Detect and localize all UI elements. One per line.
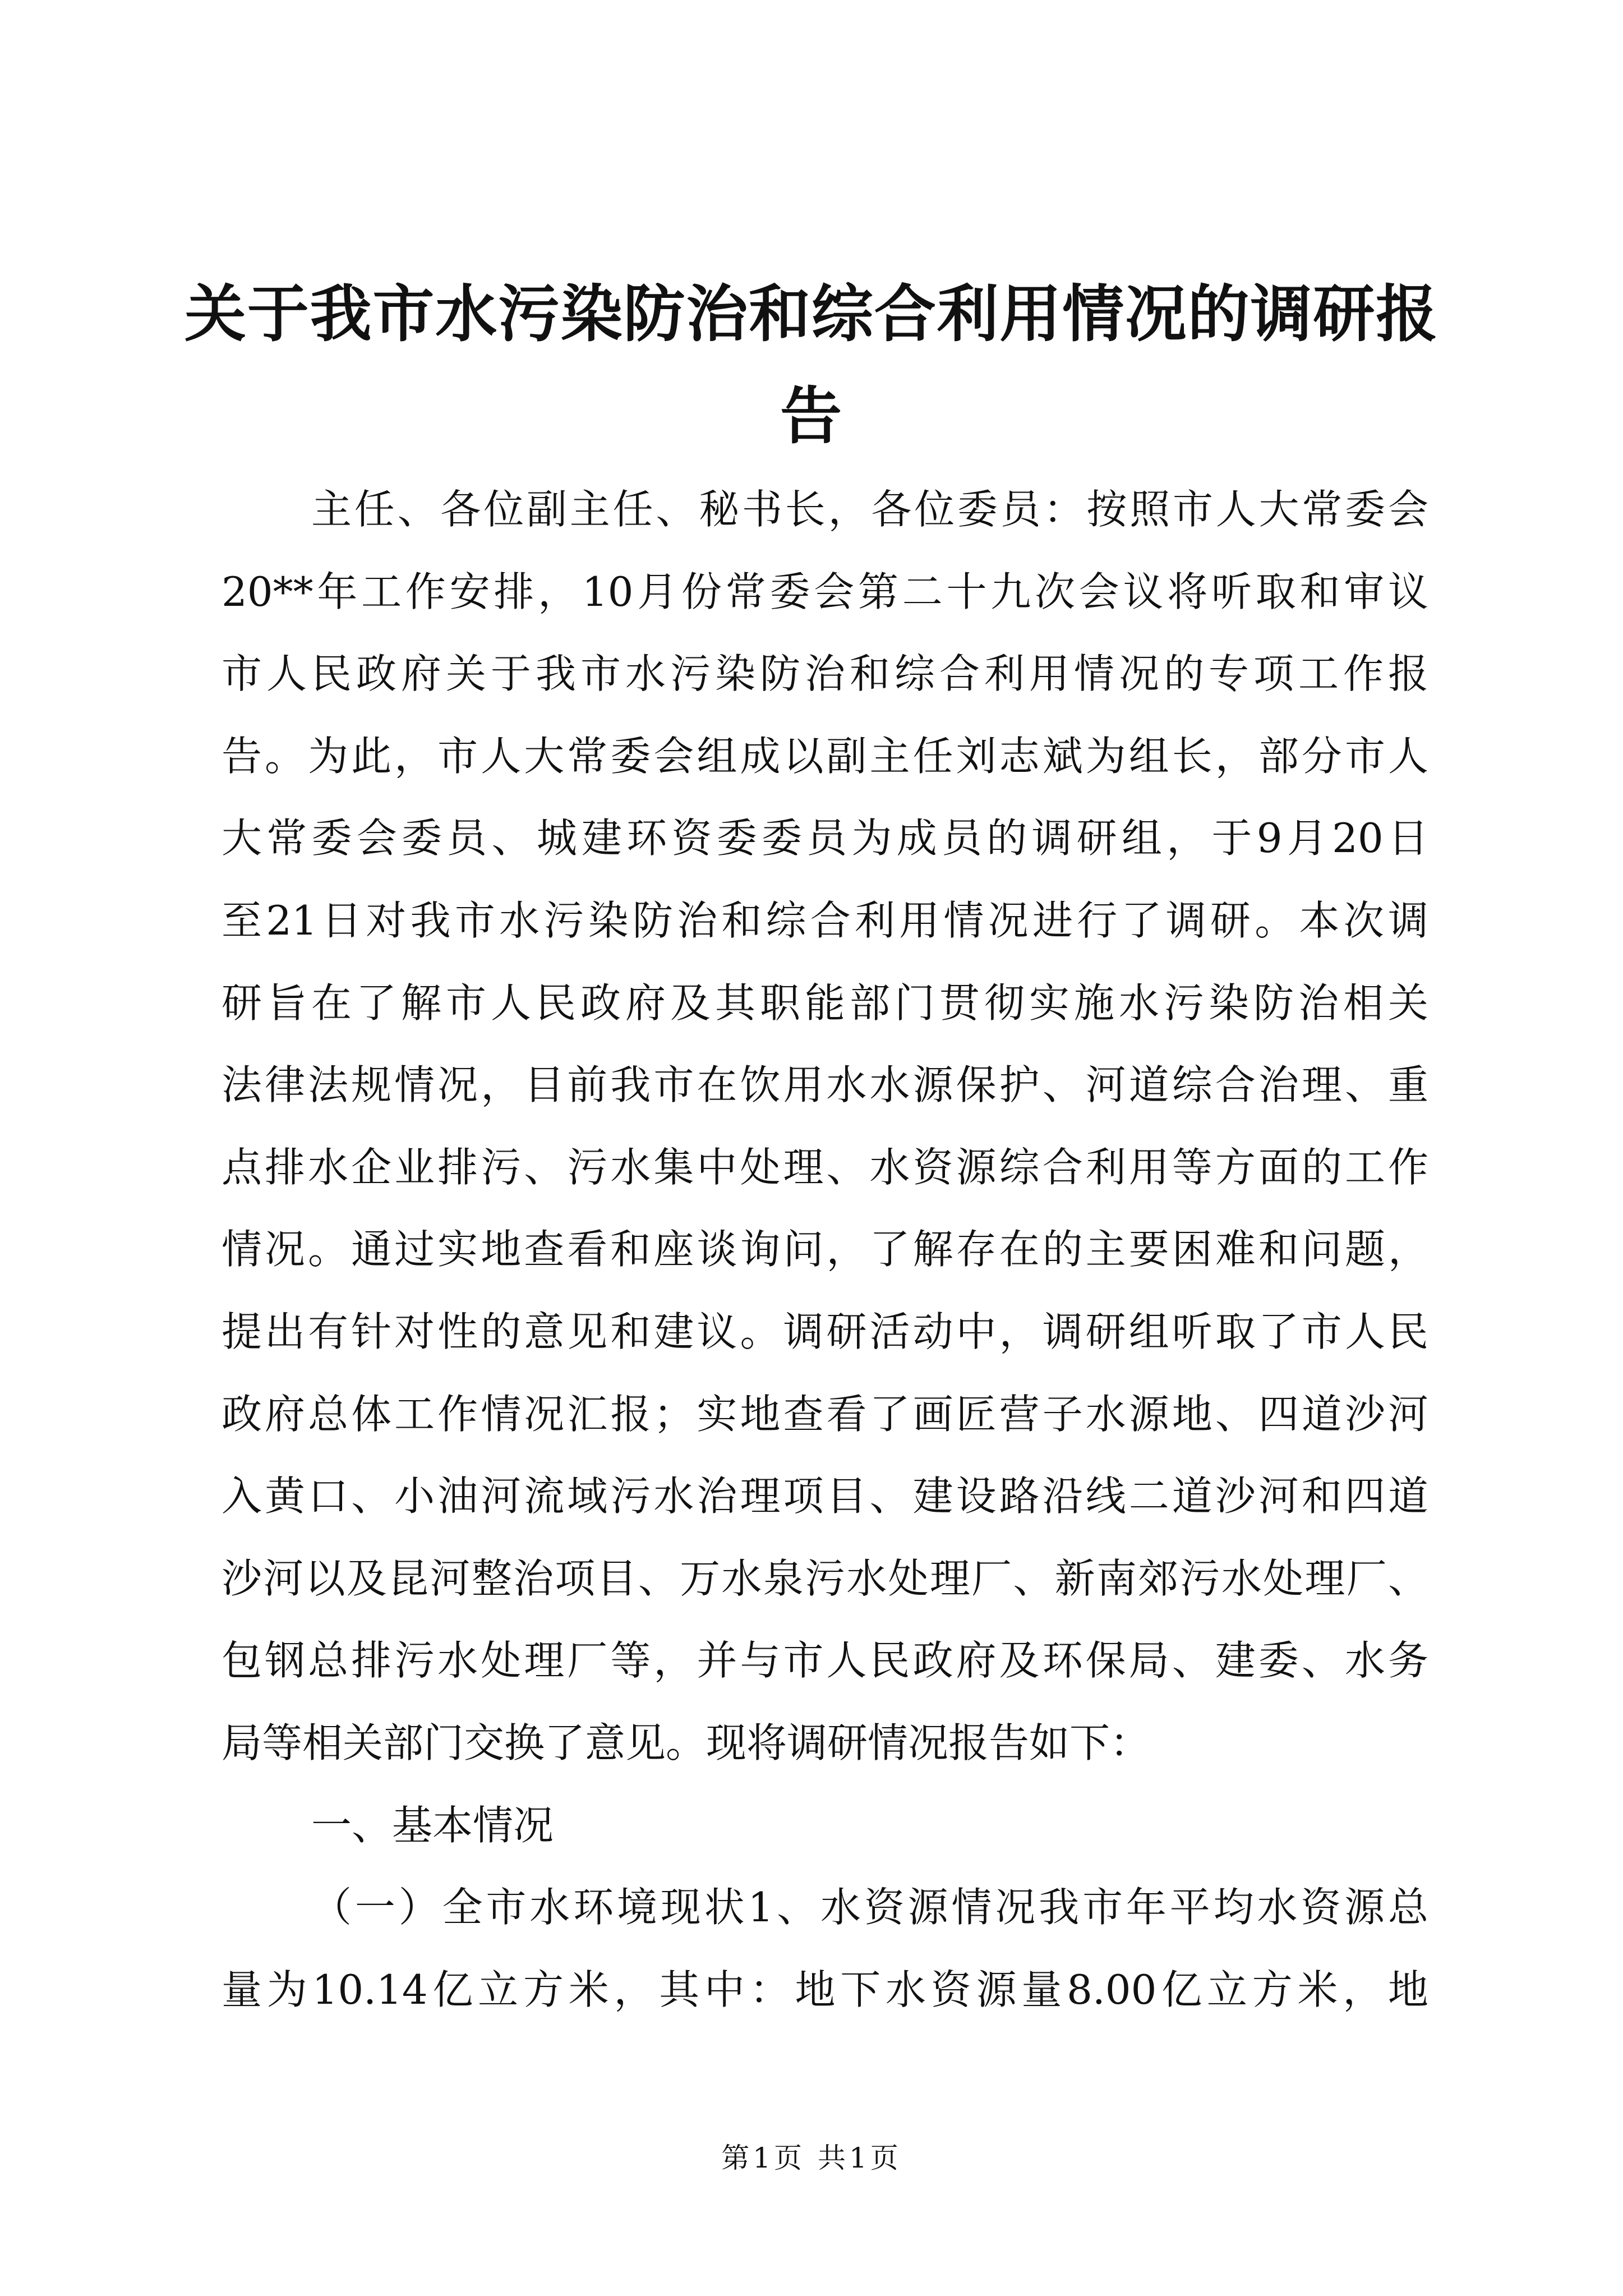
body-line: 量为10.14亿立方米，其中：地下水资源量8.00亿立方米，地 xyxy=(222,1966,1428,2013)
section-heading xyxy=(222,1784,1428,1867)
document-body xyxy=(222,468,1428,2031)
body-line: 主任、各位副主任、秘书长，各位委员：按照市人大常委会 xyxy=(311,486,1428,533)
body-line: 至21日对我市水污染防治和综合利用情况进行了调研。本次调 xyxy=(222,896,1428,944)
body-line: （一）全市水环境现状1、水资源情况我市年平均水资源总 xyxy=(311,1884,1428,1931)
body-line: 局等相关部门交换了意见。现将调研情况报告如下： xyxy=(222,1719,1151,1766)
body-line: 研旨在了解市人民政府及其职能部门贯彻实施水污染防治相关 xyxy=(222,979,1428,1027)
body-line: 入黄口、小油河流域污水治理项目、建设路沿线二道沙河和四道 xyxy=(222,1473,1428,1520)
section-heading-text: 一、基本情况 xyxy=(311,1801,554,1849)
body-line: 情况。通过实地查看和座谈询问，了解存在的主要困难和问题， xyxy=(222,1226,1428,1273)
page-footer: 第1页 共1页 xyxy=(721,2142,902,2174)
body-line: 市人民政府关于我市水污染防治和综合利用情况的专项工作报 xyxy=(222,650,1428,698)
body-line: 包钢总排污水处理厂等，并与市人民政府及环保局、建委、水务 xyxy=(222,1637,1428,1685)
body-line: 法律法规情况，目前我市在饮用水水源保护、河道综合治理、重 xyxy=(222,1061,1428,1109)
body-line: 大常委会委员、城建环资委委员为成员的调研组，于9月20日 xyxy=(222,815,1428,862)
body-line: 20**年工作安排，10月份常委会第二十九次会议将听取和审议 xyxy=(222,568,1428,615)
document-title: 关于我市水污染防治和综合利用情况的调研报告 xyxy=(185,278,1438,452)
paragraph-intro xyxy=(222,468,1428,1784)
body-line: 提出有针对性的意见和建议。调研活动中，调研组听取了市人民 xyxy=(222,1308,1428,1355)
paragraph-water-status xyxy=(222,1866,1428,2031)
body-line: 沙河以及昆河整治项目、万水泉污水处理厂、新南郊污水处理厂、 xyxy=(222,1554,1428,1602)
body-line: 点排水企业排污、污水集中处理、水资源综合利用等方面的工作 xyxy=(222,1143,1428,1191)
body-line: 告。为此，市人大常委会组成以副主任刘志斌为组长，部分市人 xyxy=(222,732,1428,780)
body-line: 政府总体工作情况汇报；实地查看了画匠营子水源地、四道沙河 xyxy=(222,1390,1428,1438)
